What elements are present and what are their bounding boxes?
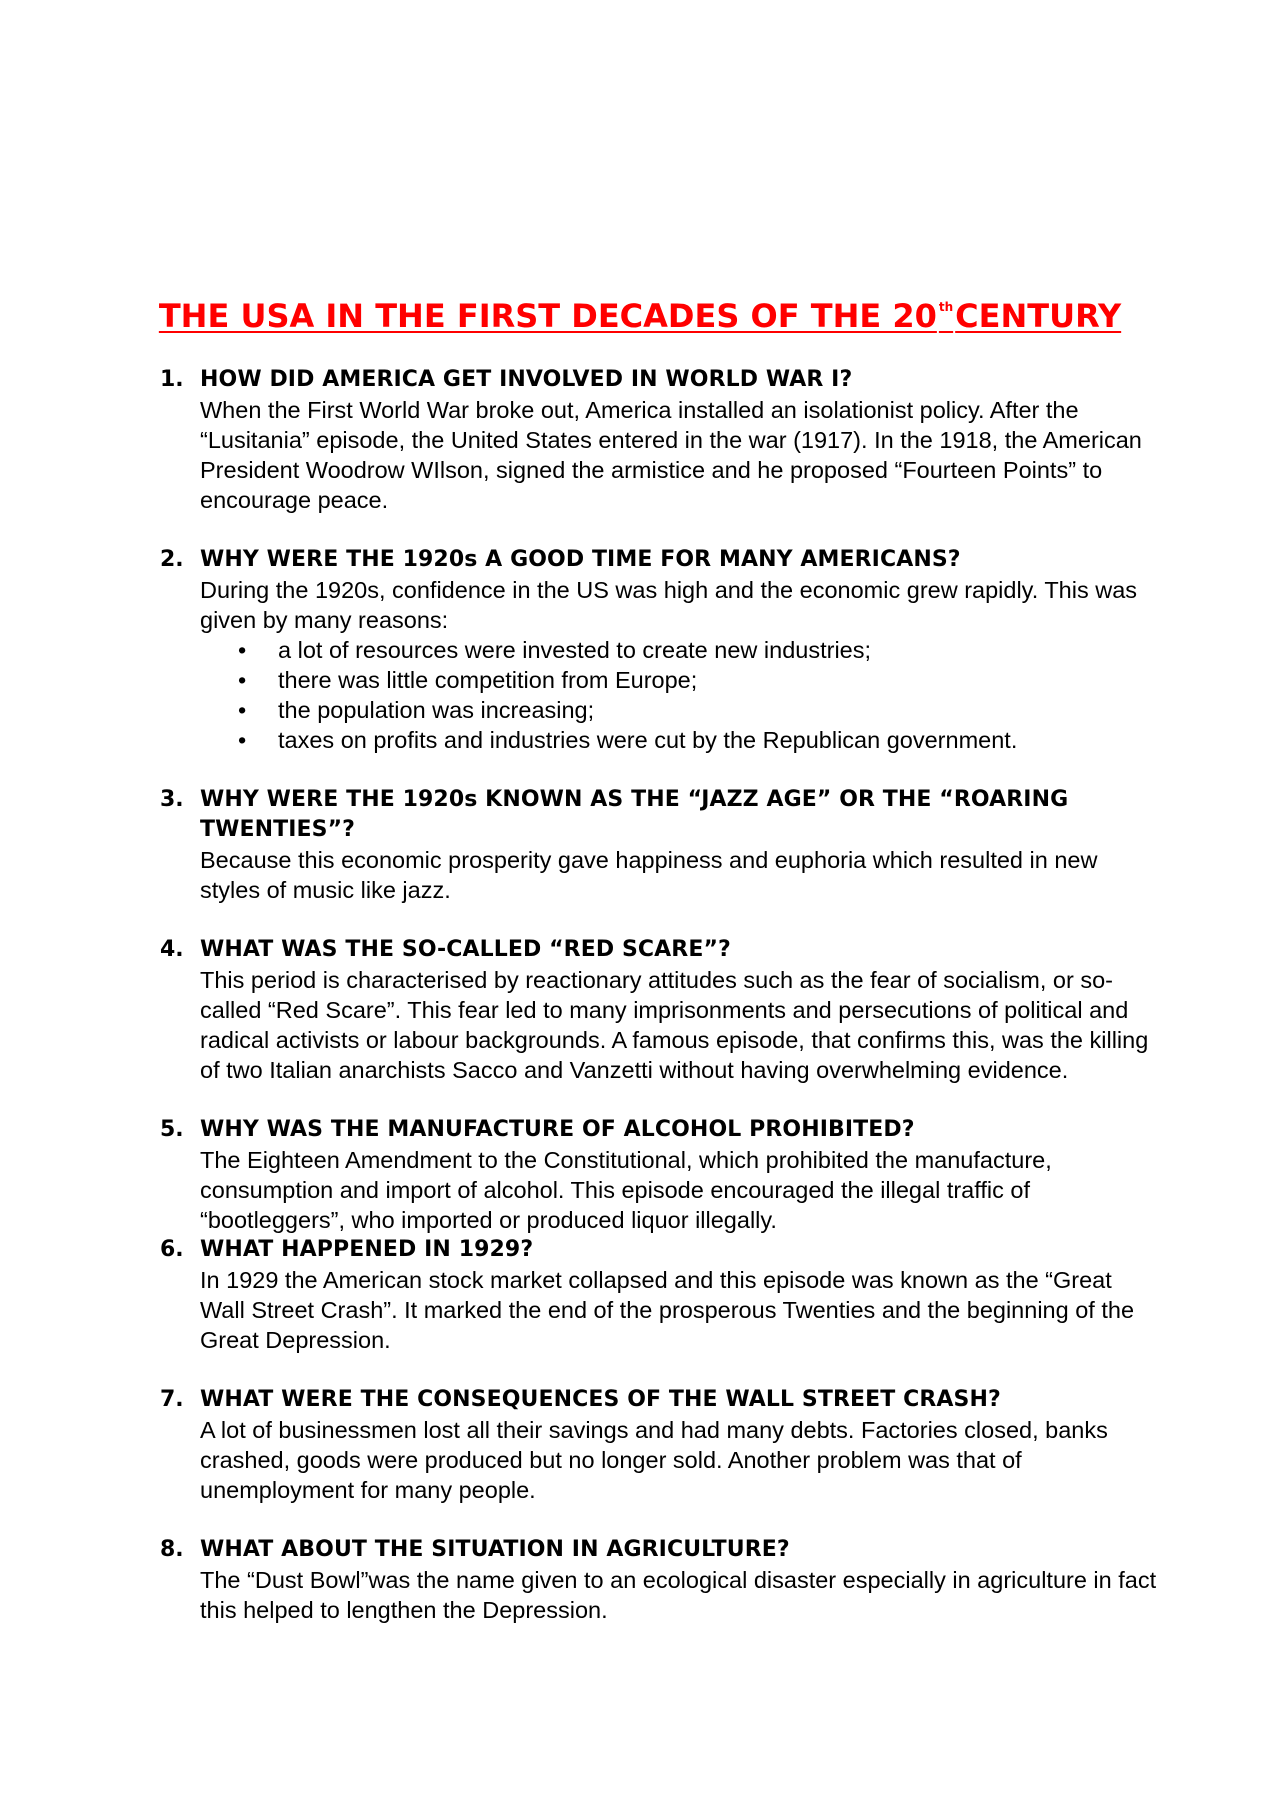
- bullet-text: a lot of resources were invested to create new industries;: [278, 637, 872, 663]
- bullet-text: the population was increasing;: [278, 697, 595, 723]
- title-main: THE USA IN THE FIRST DECADES OF THE 20: [158, 297, 937, 335]
- question-heading: WHAT WAS THE SO-CALLED “RED SCARE”?: [200, 937, 731, 962]
- question-item-6: [150, 1235, 1160, 1355]
- question-item-7: [150, 1385, 1160, 1505]
- bullet-item: [200, 635, 1160, 665]
- bullet-text: there was little competition from Europe;: [278, 667, 698, 693]
- question-answer: The “Dust Bowl”was the name given to an ecological disaster especially in agriculture in fact this helped to lengthen the Depression.: [200, 1567, 1157, 1623]
- question-item-5: [150, 1115, 1160, 1235]
- title-superscript: th: [938, 300, 954, 315]
- question-heading: WHAT ABOUT THE SITUATION IN AGRICULTURE?: [200, 1537, 790, 1562]
- question-item-3: [150, 785, 1160, 905]
- bullet-dot-icon: •: [238, 667, 247, 693]
- bullet-dot-icon: •: [238, 727, 247, 753]
- question-number: 6.: [160, 1237, 184, 1262]
- question-answer: In 1929 the American stock market collapsed and this episode was known as the “Great Wall Street Crash”. It marked the end of the prosperous Twenties and the beginning of the Great Depression.: [200, 1267, 1135, 1353]
- question-heading: WHY WAS THE MANUFACTURE OF ALCOHOL PROHIBITED?: [200, 1117, 915, 1142]
- page-title: [0, 296, 1280, 336]
- bullet-dot-icon: •: [238, 637, 247, 663]
- question-item-8: [150, 1535, 1160, 1625]
- question-heading: WHY WERE THE 1920s A GOOD TIME FOR MANY AMERICANS?: [200, 547, 961, 572]
- bullet-item: [200, 665, 1160, 695]
- question-answer: A lot of businessmen lost all their savings and had many debts. Factories closed, banks crashed, goods were produced but no longer sold. Another problem was that of unemployment for many people.: [200, 1417, 1108, 1503]
- reasons-bullet-list: [200, 635, 1160, 755]
- question-answer: When the First World War broke out, America installed an isolationist policy. After the “Lusitania” episode, the United States entered in the war (1917). In the 1918, the American President Woodrow WIlson, signed the armistice and he proposed “Fourteen Points” to encourage peace.: [200, 397, 1142, 513]
- question-heading: WHAT WERE THE CONSEQUENCES OF THE WALL STREET CRASH?: [200, 1387, 1001, 1412]
- question-list: [150, 365, 1160, 1655]
- bullet-dot-icon: •: [238, 697, 247, 723]
- question-answer: Because this economic prosperity gave happiness and euphoria which resulted in new styles of music like jazz.: [200, 847, 1098, 903]
- question-item-2: [150, 545, 1160, 755]
- question-number: 7.: [160, 1387, 184, 1412]
- question-number: 8.: [160, 1537, 184, 1562]
- question-heading: WHY WERE THE 1920s KNOWN AS THE “JAZZ AGE” OR THE “ROARING TWENTIES”?: [200, 787, 1069, 842]
- question-answer: The Eighteen Amendment to the Constitutional, which prohibited the manufacture, consumption and import of alcohol. This episode encouraged the illegal traffic of “bootleggers”, who imported or produced liquor illegally.: [200, 1147, 1052, 1233]
- question-answer: During the 1920s, confidence in the US was high and the economic grew rapidly. This was given by many reasons:: [200, 577, 1138, 633]
- bullet-text: taxes on profits and industries were cut by the Republican government.: [278, 727, 1018, 753]
- bullet-item: [200, 725, 1160, 755]
- bullet-item: [200, 695, 1160, 725]
- question-item-4: [150, 935, 1160, 1085]
- question-number: 4.: [160, 937, 184, 962]
- question-heading: HOW DID AMERICA GET INVOLVED IN WORLD WAR I?: [200, 367, 853, 392]
- question-item-1: [150, 365, 1160, 515]
- question-number: 3.: [160, 787, 184, 812]
- question-heading: WHAT HAPPENED IN 1929?: [200, 1237, 534, 1262]
- question-answer: This period is characterised by reactionary attitudes such as the fear of socialism, or so-called “Red Scare”. This fear led to many imprisonments and persecutions of political and radical activists or labour backgrounds. A famous episode, that confirms this, was the killing of two Italian anarchists Sacco and Vanzetti without having overwhelming evidence.: [200, 967, 1149, 1083]
- title-tail: CENTURY: [955, 297, 1122, 335]
- question-number: 1.: [160, 367, 184, 392]
- question-number: 2.: [160, 547, 184, 572]
- question-number: 5.: [160, 1117, 184, 1142]
